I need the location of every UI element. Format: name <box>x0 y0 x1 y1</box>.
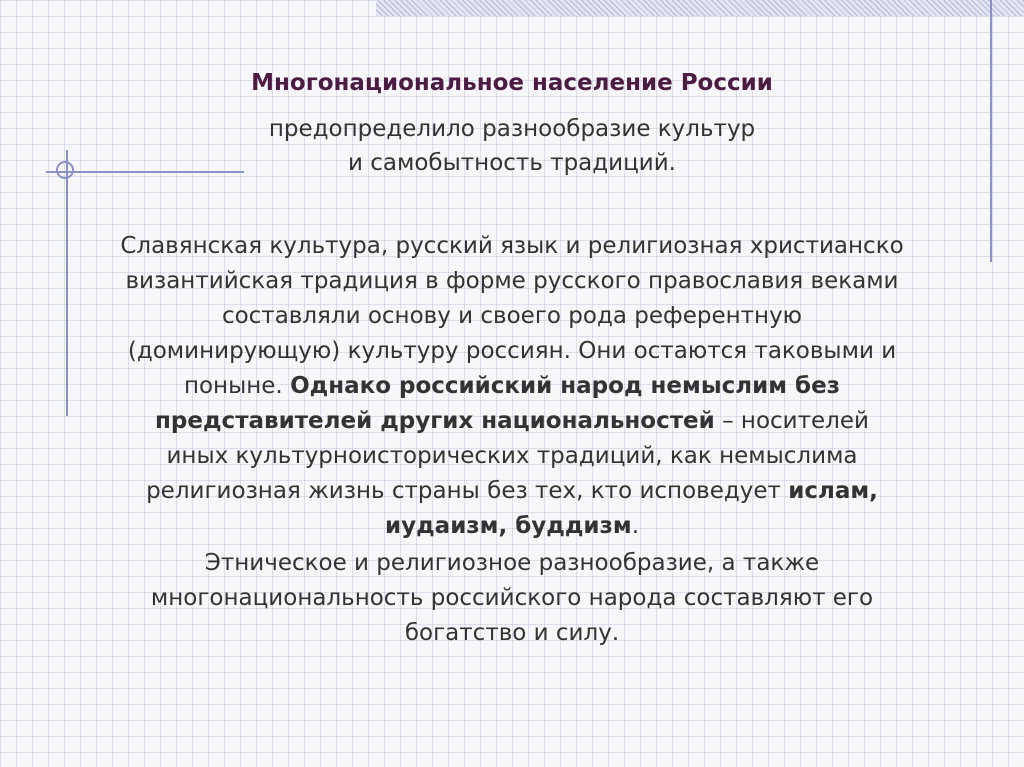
paragraph-emphasis: Однако российский народ немыслим без <box>290 373 841 399</box>
paragraph-line <box>100 369 924 404</box>
subtitle-line: предопределило разнообразие культур <box>268 116 756 142</box>
paragraph-text: . <box>631 513 640 539</box>
right-decorative-line <box>990 0 992 262</box>
paragraph-emphasis: ислам, <box>788 478 878 504</box>
left-decorative-vertical-line <box>66 150 68 416</box>
paragraph-text: – носителей <box>714 408 869 434</box>
paragraph-line: (доминирующую) культуру россиян. Они остаются таковыми и <box>127 338 897 364</box>
paragraph-line: иных культурноисторических традиций, как немыслима <box>166 443 858 469</box>
top-decorative-band <box>376 0 1024 16</box>
paragraph-text: поныне. <box>183 373 291 399</box>
paragraph-line <box>100 509 924 544</box>
paragraph-line: византийская традиция в форме русского православия веками <box>125 268 899 294</box>
final-paragraph <box>100 546 924 651</box>
paragraph-line <box>100 404 924 439</box>
paragraph-emphasis: иудаизм, буддизм <box>384 513 632 539</box>
paragraph-line: составляли основу и своего рода референтную <box>221 303 803 329</box>
slide-title: Многонациональное население России <box>251 70 773 96</box>
paragraph-text: религиозная жизнь страны без тех, кто исповедует <box>146 478 789 504</box>
subtitle-line: и самобытность традиций. <box>348 150 676 176</box>
paragraph-emphasis: представителей других национальностей <box>155 408 715 434</box>
main-paragraph <box>100 229 924 544</box>
paragraph-line <box>100 474 924 509</box>
crosshair-circle-icon <box>56 161 74 179</box>
paragraph-line: Славянская культура, русский язык и религиозная христианско <box>120 233 904 259</box>
paragraph-line: Этническое и религиозное разнообразие, а также <box>204 550 820 576</box>
paragraph-line: богатство и силу. <box>404 620 620 646</box>
paragraph-line: многонациональность российского народа составляют его <box>150 585 874 611</box>
slide-subtitle <box>120 112 904 180</box>
